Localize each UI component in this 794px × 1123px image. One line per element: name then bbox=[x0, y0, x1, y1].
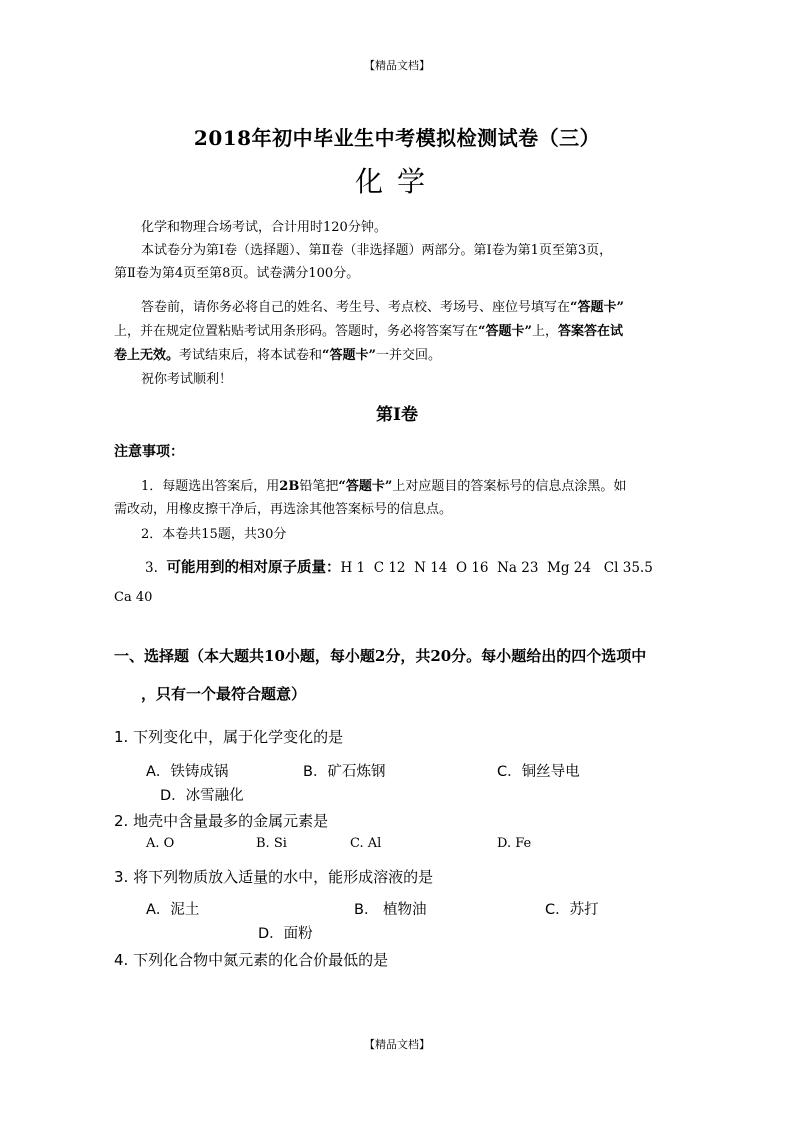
notice-heading: 注意事项： bbox=[114, 444, 184, 460]
intro-paragraph-2b: 第Ⅱ卷为第4页至第8页。试卷满分100分。 bbox=[114, 266, 360, 281]
notice-item-1a bbox=[141, 475, 626, 494]
answer-card-label: “答题卡” bbox=[322, 348, 376, 363]
answer-card-label: “答题卡” bbox=[478, 324, 532, 339]
answer-card-label: “答题卡” bbox=[570, 300, 624, 315]
intro-text: 一并交回。 bbox=[376, 348, 442, 363]
intro-text: 上， bbox=[531, 324, 558, 339]
section-title: 第I卷 bbox=[376, 405, 418, 425]
question-1-option-c: C．铜丝导电 bbox=[497, 764, 580, 780]
notice-text: 上对应题目的答案标号的信息点涂黑。如 bbox=[392, 479, 627, 494]
invalid-warning: 卷上无效。 bbox=[114, 348, 180, 363]
subject-title: 化学 bbox=[354, 165, 439, 198]
intro-text: 考试结束后，将本试卷和 bbox=[179, 348, 323, 363]
question-3-stem: 3. 将下列物质放入适量的水中，能形成溶液的是 bbox=[114, 868, 434, 886]
notice-text: 1．每题选出答案后，用 bbox=[141, 479, 280, 494]
notice-item-3 bbox=[145, 556, 653, 577]
atomic-mass-label: 可能用到的相对原子质量： bbox=[166, 559, 341, 576]
question-2-option-b: B. Si bbox=[256, 836, 287, 851]
question-2-option-a: A. O bbox=[146, 836, 175, 851]
page-footer: 【精品文档】 bbox=[364, 1038, 430, 1051]
question-1-stem: 1. 下列变化中，属于化学变化的是 bbox=[114, 728, 344, 746]
intro-text: 答卷前，请你务必将自己的姓名、考生号、考点校、考场号、座位号填写在 bbox=[141, 300, 571, 315]
intro-paragraph-4: 祝你考试顺利！ bbox=[141, 372, 233, 387]
question-3-option-a: A．泥土 bbox=[146, 902, 200, 918]
intro-paragraph-3c bbox=[114, 344, 441, 363]
question-3-option-d: D．面粉 bbox=[258, 926, 313, 942]
question-1-option-a: A．铁铸成锅 bbox=[146, 764, 229, 780]
question-1-option-d: D．冰雪融化 bbox=[160, 788, 244, 804]
question-2-option-d: D. Fe bbox=[497, 836, 532, 851]
question-4-stem: 4. 下列化合物中氮元素的化合价最低的是 bbox=[114, 951, 389, 969]
intro-paragraph-1: 化学和物理合场考试，合计用时120分钟。 bbox=[141, 220, 387, 235]
notice-text: 铅笔把 bbox=[299, 479, 339, 494]
question-1-option-b: B．矿石炼钢 bbox=[303, 764, 386, 780]
intro-paragraph-3a bbox=[141, 296, 624, 315]
notice-item-3-tail: Ca 40 bbox=[114, 590, 153, 605]
question-2-stem: 2. 地壳中含量最多的金属元素是 bbox=[114, 812, 329, 830]
atomic-mass-values: H 1 C 12 N 14 O 16 Na 23 Mg 24 Cl 35.5 bbox=[340, 560, 653, 576]
part-heading-line-2: ，只有一个最符合题意） bbox=[141, 685, 307, 703]
invalid-warning: 答案答在试 bbox=[558, 324, 624, 339]
page-header: 【精品文档】 bbox=[364, 59, 430, 72]
intro-paragraph-3b bbox=[114, 320, 623, 339]
answer-card-label: “答题卡” bbox=[338, 479, 393, 494]
notice-item-2: 2．本卷共15题，共30分 bbox=[141, 527, 287, 542]
question-3-option-c: C．苏打 bbox=[545, 902, 599, 918]
question-2-option-c: C. Al bbox=[350, 836, 382, 851]
intro-text: 上，并在规定位置粘贴考试用条形码。答题时，务必将答案写在 bbox=[114, 324, 479, 339]
pencil-type: 2B bbox=[279, 479, 300, 494]
part-heading-line-1: 一、选择题（本大题共10小题，每小题2分，共20分。每小题给出的四个选项中 bbox=[114, 647, 647, 665]
intro-paragraph-2a: 本试卷分为第Ⅰ卷（选择题）、第Ⅱ卷（非选择题）两部分。第Ⅰ卷为第1页至第3页， bbox=[141, 243, 613, 258]
exam-title: 2018年初中毕业生中考模拟检测试卷（三） bbox=[193, 126, 601, 150]
question-3-option-b: B． 植物油 bbox=[354, 902, 427, 918]
notice-number: 3. bbox=[145, 560, 158, 576]
notice-item-1b: 需改动，用橡皮擦干净后，再选涂其他答案标号的信息点。 bbox=[114, 502, 453, 517]
